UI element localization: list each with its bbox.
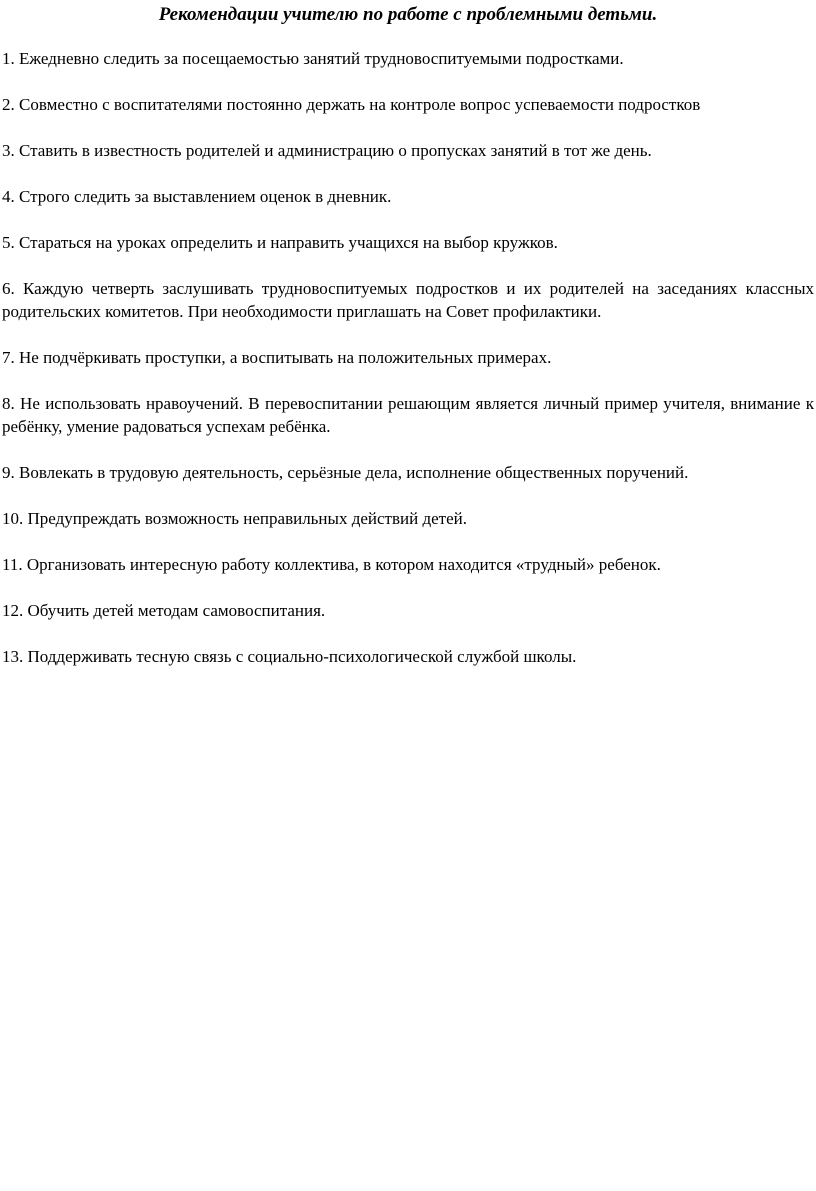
recommendation-item-5: 5. Стараться на уроках определить и направить учащихся на выбор кружков. [2, 233, 558, 252]
recommendation-item-10: 10. Предупреждать возможность неправильных действий детей. [2, 509, 467, 528]
recommendation-item-7: 7. Не подчёркивать проступки, а воспитывать на положительных примерах. [2, 348, 552, 367]
recommendation-item-8: 8. Не использовать нравоучений. В перевоспитании решающим является личный пример учителя, внимание к ребёнку, умение радоваться успехам ребёнка. [2, 394, 814, 436]
recommendations-list [2, 47, 814, 691]
recommendation-item-2: 2. Совместно с воспитателями постоянно держать на контроле вопрос успеваемости подростков [2, 95, 701, 114]
recommendation-item-11: 11. Организовать интересную работу коллектива, в котором находится «трудный» ребенок. [2, 555, 661, 574]
recommendation-item-4: 4. Строго следить за выставлением оценок в дневник. [2, 187, 392, 206]
recommendation-item-6: 6. Каждую четверть заслушивать трудновоспитуемых подростков и их родителей на заседаниях классных родительских комитетов. При необходимости приглашать на Совет профилактики. [2, 279, 814, 321]
recommendation-item-1: 1. Ежедневно следить за посещаемостью занятий трудновоспитуемыми подростками. [2, 49, 624, 68]
recommendation-item-9: 9. Вовлекать в трудовую деятельность, серьёзные дела, исполнение общественных поручений. [2, 463, 689, 482]
recommendation-item-13: 13. Поддерживать тесную связь с социально-психологической службой школы. [2, 647, 577, 666]
recommendation-item-3: 3. Ставить в известность родителей и администрацию о пропусках занятий в тот же день. [2, 141, 652, 160]
recommendation-item-12: 12. Обучить детей методам самовоспитания. [2, 601, 326, 620]
document-title: Рекомендации учителю по работе с проблемными детьми. [158, 4, 658, 25]
